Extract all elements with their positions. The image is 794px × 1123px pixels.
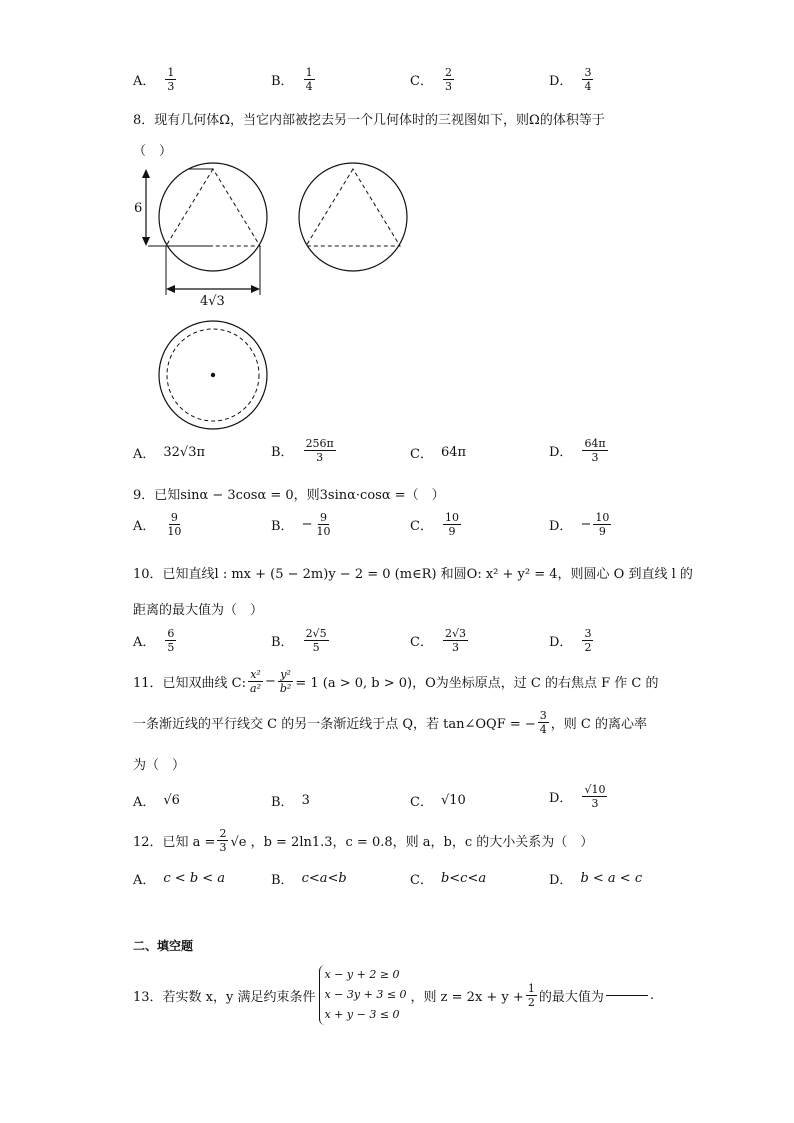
q12-option-a bbox=[133, 869, 225, 888]
q12-option-b bbox=[271, 869, 347, 888]
denominator: 10 bbox=[316, 525, 331, 538]
fraction bbox=[582, 437, 607, 464]
fraction bbox=[304, 437, 336, 464]
q8-option-b bbox=[271, 437, 338, 464]
q11-stem-line3: 为（ ） bbox=[133, 758, 186, 773]
dim-height-label: 6 bbox=[134, 201, 143, 216]
q9-option-c bbox=[410, 511, 463, 538]
fraction bbox=[304, 627, 329, 654]
fraction bbox=[582, 627, 593, 654]
numerator: 6 bbox=[167, 627, 175, 640]
q9-stem: 9．已知sinα − 3cosα = 0，则3sinα·cosα =（ ） bbox=[133, 488, 445, 503]
constraint-1: x − y + 2 ≥ 0 bbox=[324, 968, 400, 981]
q10-option-c bbox=[410, 627, 470, 654]
numerator: 1 bbox=[305, 66, 313, 79]
numerator: x² bbox=[250, 668, 261, 681]
denominator: 9 bbox=[598, 525, 606, 538]
fraction bbox=[248, 668, 263, 695]
denominator: 4 bbox=[539, 723, 547, 736]
numerator: 1 bbox=[167, 66, 175, 79]
q12-option-d bbox=[549, 869, 642, 888]
option-label: C． bbox=[410, 74, 433, 89]
option-text: 3 bbox=[301, 793, 310, 808]
constraint-2: x − 3y + 3 ≤ 0 bbox=[324, 988, 407, 1001]
option-label: B． bbox=[271, 795, 294, 810]
denominator: 2 bbox=[527, 995, 535, 1009]
fraction bbox=[165, 66, 176, 93]
option-label: C． bbox=[410, 519, 433, 534]
option-text: 32√3π bbox=[163, 445, 206, 460]
q7-option-d bbox=[549, 66, 595, 93]
answer-blank[interactable] bbox=[606, 995, 648, 996]
fraction bbox=[526, 982, 537, 1009]
option-text: √6 bbox=[163, 793, 180, 808]
option-text: √10 bbox=[440, 793, 466, 808]
numerator: 3 bbox=[539, 709, 547, 722]
fraction bbox=[443, 511, 461, 538]
numerator: 3 bbox=[584, 627, 592, 640]
q13-objective: ，则 z = 2x + y + bbox=[410, 989, 524, 1005]
numerator: 2√3 bbox=[444, 627, 466, 640]
q9-option-a bbox=[133, 511, 185, 538]
q12-stem bbox=[133, 827, 593, 854]
constraint-system bbox=[319, 965, 406, 1025]
fraction bbox=[443, 66, 454, 93]
numerator: 10 bbox=[595, 511, 610, 524]
top-view bbox=[159, 321, 267, 429]
q7-option-a bbox=[133, 66, 178, 93]
numerator: 3 bbox=[584, 66, 592, 79]
denominator: 9 bbox=[448, 525, 456, 538]
fraction bbox=[538, 709, 549, 736]
numerator: 256π bbox=[305, 437, 334, 450]
q8-stem: 8．现有几何体Ω，当它内部被挖去另一个几何体时的三视图如下，则Ω的体积等于 bbox=[133, 113, 605, 128]
section-heading: 二、填空题 bbox=[133, 939, 194, 953]
q12-stem-suffix: √e ，b = 2ln1.3，c = 0.8，则 a，b，c 的大小关系为（ ） bbox=[230, 835, 594, 850]
option-text: b<c<a bbox=[440, 871, 487, 886]
option-label: C． bbox=[410, 447, 433, 462]
q11-option-c bbox=[410, 791, 466, 810]
option-text: 64π bbox=[440, 445, 467, 460]
q10-option-a bbox=[133, 627, 178, 654]
fraction bbox=[278, 668, 293, 695]
q9-option-b bbox=[271, 511, 334, 538]
option-label: C． bbox=[410, 635, 433, 650]
q12-stem-prefix: 12．已知 a = bbox=[133, 835, 216, 850]
denominator: 2 bbox=[584, 641, 592, 654]
denominator: 10 bbox=[167, 525, 182, 538]
q9-option-d bbox=[549, 511, 613, 538]
option-label: D． bbox=[549, 445, 573, 460]
option-text: c < b < a bbox=[163, 871, 226, 886]
sign: − bbox=[580, 517, 592, 532]
fraction bbox=[593, 511, 611, 538]
q11-stem-line2 bbox=[133, 709, 647, 736]
q12-option-c bbox=[410, 869, 486, 888]
q8-paren: （ ） bbox=[133, 144, 173, 159]
q11-option-a bbox=[133, 791, 180, 810]
fraction bbox=[582, 783, 607, 810]
q11-option-d bbox=[549, 783, 609, 810]
q11-stem-suffix: = 1 (a > 0, b > 0)，O为坐标原点，过 C 的右焦点 F 作 C 的 bbox=[295, 676, 659, 691]
option-label: A． bbox=[133, 74, 156, 89]
option-text: b < a < c bbox=[580, 871, 643, 886]
front-view bbox=[142, 163, 267, 295]
q10-stem-line1: 10．已知直线l : mx + (5 − 2m)y − 2 = 0 (m∈R) 和圆O: x² + y² = 4，则圆心 O 到直线 l 的 bbox=[133, 567, 693, 582]
option-label: A． bbox=[133, 873, 156, 888]
denominator: 3 bbox=[167, 80, 175, 93]
fraction bbox=[165, 627, 176, 654]
fraction bbox=[304, 66, 315, 93]
denominator: 3 bbox=[591, 451, 599, 464]
q8-option-d bbox=[549, 437, 610, 464]
numerator: y² bbox=[280, 668, 291, 681]
denominator: 3 bbox=[451, 641, 459, 654]
side-view bbox=[299, 163, 407, 271]
option-label: B． bbox=[271, 74, 294, 89]
numerator: 64π bbox=[584, 437, 606, 450]
q10-option-d bbox=[549, 627, 595, 654]
numerator: √10 bbox=[584, 783, 606, 796]
q11-option-b bbox=[271, 791, 310, 810]
q10-stem-line2: 距离的最大值为（ ） bbox=[133, 603, 264, 618]
option-label: B． bbox=[271, 873, 294, 888]
dim-width-label: 4√3 bbox=[200, 294, 225, 309]
denominator: 3 bbox=[444, 80, 452, 93]
sign: − bbox=[301, 517, 313, 532]
option-label: A． bbox=[133, 635, 156, 650]
numerator: 2 bbox=[444, 66, 452, 79]
numerator: 2 bbox=[219, 827, 227, 840]
fraction bbox=[217, 827, 228, 854]
option-label: D． bbox=[549, 873, 573, 888]
option-label: D． bbox=[549, 635, 573, 650]
option-label: B． bbox=[271, 519, 294, 534]
denominator: 3 bbox=[316, 451, 324, 464]
q13-stem-tail: 的最大值为 bbox=[538, 989, 604, 1005]
option-label: A． bbox=[133, 795, 156, 810]
q8-option-a bbox=[133, 443, 205, 462]
q7-option-c bbox=[410, 66, 456, 93]
q13-stem bbox=[133, 965, 654, 1025]
q8-option-c bbox=[410, 443, 466, 462]
minus-sign: − bbox=[264, 674, 276, 689]
fraction bbox=[443, 627, 468, 654]
option-label: A． bbox=[133, 447, 156, 462]
q11-stem-middle: 一条渐近线的平行线交 C 的另一条渐近线于点 Q，若 tan∠OQF = − bbox=[133, 717, 536, 732]
option-label: D． bbox=[549, 791, 573, 806]
option-label: B． bbox=[271, 445, 294, 460]
three-view-diagram bbox=[130, 160, 420, 440]
option-label: A． bbox=[133, 519, 156, 534]
q13-stem-prefix: 13．若实数 x，y 满足约束条件 bbox=[133, 989, 316, 1005]
fraction bbox=[314, 511, 332, 538]
q11-stem-line1 bbox=[133, 668, 658, 695]
option-label: B． bbox=[271, 635, 294, 650]
q11-stem-tail: ，则 C 的离心率 bbox=[550, 717, 647, 732]
fraction bbox=[582, 66, 593, 93]
q10-option-b bbox=[271, 627, 331, 654]
option-label: D． bbox=[549, 74, 573, 89]
option-text: c<a<b bbox=[301, 871, 347, 886]
q7-option-b bbox=[271, 66, 317, 93]
numerator: 9 bbox=[170, 511, 178, 524]
denominator: 4 bbox=[584, 80, 592, 93]
q11-stem-prefix: 11．已知双曲线 C: bbox=[133, 676, 247, 691]
denominator: 4 bbox=[305, 80, 313, 93]
constraint-3: x + y − 3 ≤ 0 bbox=[324, 1008, 400, 1021]
q13-period: . bbox=[649, 987, 654, 1003]
denominator: 5 bbox=[167, 641, 175, 654]
denominator: a² bbox=[250, 682, 261, 695]
option-label: D． bbox=[549, 519, 573, 534]
numerator: 2√5 bbox=[305, 627, 327, 640]
denominator: 5 bbox=[312, 641, 320, 654]
numerator: 9 bbox=[319, 511, 327, 524]
denominator: 3 bbox=[591, 797, 599, 810]
option-label: C． bbox=[410, 873, 433, 888]
denominator: b² bbox=[279, 682, 292, 695]
fraction bbox=[165, 511, 183, 538]
numerator: 10 bbox=[444, 511, 459, 524]
option-label: C． bbox=[410, 795, 433, 810]
numerator: 1 bbox=[527, 981, 535, 995]
denominator: 3 bbox=[219, 841, 227, 854]
